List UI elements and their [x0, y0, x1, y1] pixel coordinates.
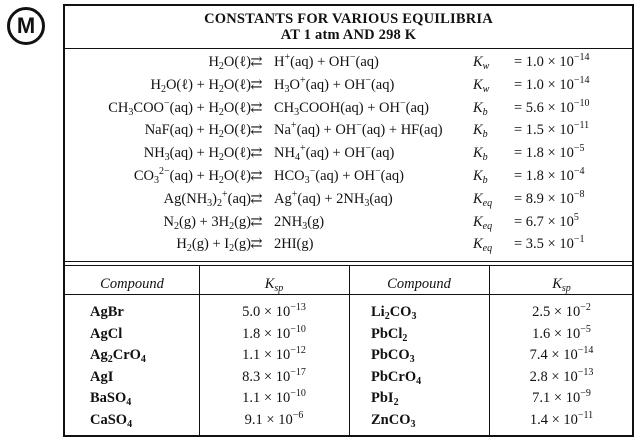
compound-name: AgI: [90, 368, 114, 385]
equilibrium-products: H+(aq) + OH−(aq): [274, 52, 379, 70]
ksp-value: $2.8 \times 10^{-13}$: [529, 366, 594, 385]
equilibrium-row: [65, 236, 632, 256]
compound-name: PbCO$_3$: [371, 347, 415, 366]
equilibrium-constant-symbol: $K_b$: [473, 122, 488, 141]
compound-name: $Li_2CO_3$: [371, 304, 417, 322]
equilibrium-constant-symbol: $K_{eq}$: [473, 236, 493, 255]
ksp-value: $1.6 \times 10^{-5}$: [532, 323, 591, 342]
compound-name: $Ag_2CrO_4$: [90, 347, 146, 366]
equilibrium-constant-value: = $5.6 \times 10^{-10}$: [514, 97, 590, 116]
ksp-value: $1.4 \times 10^{-11}$: [529, 410, 594, 428]
equilibrium-row: [65, 74, 632, 97]
equilibrium-row: [65, 122, 632, 142]
equilibrium-reactants: $NaF(aq) + H_2O(\ell)$: [144, 122, 251, 141]
compound-name: AgBr: [90, 304, 124, 320]
equilibrium-arrow: ⇄: [250, 190, 263, 207]
ksp-value: $7.4 \times 10^{-14}$: [529, 345, 594, 364]
equilibrium-constant-symbol: $K_w$: [473, 76, 490, 95]
equilibrium-row: [65, 54, 632, 74]
compound-name: PbI$_2$: [371, 390, 399, 409]
title-line-1: CONSTANTS FOR VARIOUS EQUILIBRIA: [204, 11, 493, 27]
section-badge: M: [7, 7, 45, 45]
equilibrium-products: 2HI(g): [274, 236, 314, 253]
equilibrium-arrow: ⇄: [250, 213, 263, 230]
ksp-value: $8.3 \times 10^{-17}$: [242, 366, 306, 385]
compound-name: BaSO$_4$: [90, 390, 132, 409]
equilibrium-constant-value: = $8.9 \times 10^{-8}$: [514, 188, 585, 207]
equilibrium-reactants: $H_2O(\ell)$: [208, 54, 251, 72]
equilibrium-constant-value: = $1.8 \times 10^{-5}$: [514, 143, 585, 162]
ksp-value: $7.1 \times 10^{-9}$: [532, 388, 591, 407]
equilibrium-constant-symbol: $K_{eq}$: [473, 213, 493, 232]
equilibrium-constant-value: = $6.7 \times 10^5$: [514, 211, 579, 230]
compound-name: PbCl$_2$: [371, 325, 408, 344]
equilibrium-reactants: $Ag(NH_3)_2^+(aq)$: [163, 188, 251, 209]
equilibrium-products: $CH_3COOH(aq) + OH^-(aq)$: [274, 97, 429, 118]
compound-name: PbCrO$_4$: [371, 368, 422, 387]
equilibrium-arrow: ⇄: [250, 54, 263, 70]
equilibrium-arrow: ⇄: [250, 236, 263, 253]
ksp-value: $2.5 \times 10^{-2}$: [532, 302, 591, 320]
equilibrium-products: $NH_4^+(aq) + OH^-(aq)$: [274, 143, 395, 164]
equilibrium-row: [65, 145, 632, 165]
equilibrium-reactants: $CH_3COO^-(aq)$ + $H_2O(\ell)$: [108, 97, 251, 118]
ksp-value: $9.1 \times 10^{-6}$: [244, 410, 304, 428]
equilibrium-products: $Ag^+(aq) + 2NH_3(aq)$: [274, 188, 393, 209]
equilibrium-arrow: ⇄: [250, 99, 263, 116]
section-divider-top: [65, 261, 632, 262]
equilibrium-constant-symbol: $K_b$: [473, 99, 488, 118]
equilibrium-reactants: $NH_3(aq)$ + $H_2O(\ell)$: [143, 145, 251, 164]
equilibrium-constant-value: = $1.0 \times 10^{-14}$: [514, 52, 590, 70]
equilibrium-constant-value: = $3.5 \times 10^{-1}$: [514, 234, 585, 253]
equilibrium-reactants: $H_2O(\ell)$ + $H_2O(\ell)$: [150, 76, 251, 95]
compound-name: CaSO$_4$: [90, 412, 133, 430]
equilibrium-reactants: $H_2(g) + I_2(g)$: [176, 236, 251, 255]
equilibrium-reactants: $CO_3^{2-}(aq)$ + $H_2O(\ell)$: [133, 166, 251, 186]
equilibrium-constant-value: = $1.8 \times 10^{-4}$: [514, 166, 585, 184]
title-divider: [65, 48, 632, 49]
ksp-value: $1.8 \times 10^{-10}$: [242, 323, 306, 342]
equilibrium-row: [65, 97, 632, 120]
equilibrium-products: $HCO_3^-(aq) + OH^-(aq)$: [274, 166, 404, 186]
compound-name: AgCl: [90, 325, 123, 342]
equilibrium-products: $H_3O^+(aq) + OH^-(aq)$: [274, 74, 395, 95]
compound-header-right: Compound: [387, 276, 451, 292]
equilibrium-row: [65, 211, 632, 234]
ksp-value: $5.0 \times 10^{-13}$: [242, 302, 306, 320]
equilibrium-arrow: ⇄: [250, 122, 263, 139]
equilibrium-arrow: ⇄: [250, 76, 263, 93]
equilibrium-constant-symbol: $K_w$: [473, 54, 490, 72]
equilibrium-reactants: $N_2(g) + 3H_2(g)$: [163, 213, 251, 232]
equilibrium-constant-symbol: $K_b$: [473, 168, 488, 186]
equilibrium-row: [65, 168, 632, 188]
equilibrium-arrow: ⇄: [250, 145, 263, 162]
compound-header-left: Compound: [100, 276, 164, 292]
compound-name: ZnCO$_3$: [371, 412, 416, 430]
equilibrium-constant-symbol: $K_b$: [473, 145, 488, 164]
equilibrium-products: $2NH_3(g)$: [274, 213, 325, 232]
title-line-2: AT 1 atm AND 298 K: [280, 27, 417, 43]
constants-table: [63, 4, 634, 437]
ksp-value: $1.1 \times 10^{-10}$: [242, 388, 306, 407]
ksp-header-right: $K_{sp}$: [552, 276, 571, 294]
ksp-value: $1.1 \times 10^{-12}$: [242, 345, 306, 364]
equilibrium-row: [65, 188, 632, 211]
equilibrium-constant-symbol: $K_{eq}$: [473, 190, 493, 209]
equilibrium-products: Na+(aq) + OH−(aq) + HF(aq): [274, 120, 443, 139]
ksp-header-left: $K_{sp}$: [264, 276, 284, 294]
equilibrium-constant-value: = $1.0 \times 10^{-14}$: [514, 74, 590, 93]
equilibrium-arrow: ⇄: [250, 168, 263, 184]
equilibrium-constant-value: = $1.5 \times 10^{-11}$: [514, 120, 590, 139]
